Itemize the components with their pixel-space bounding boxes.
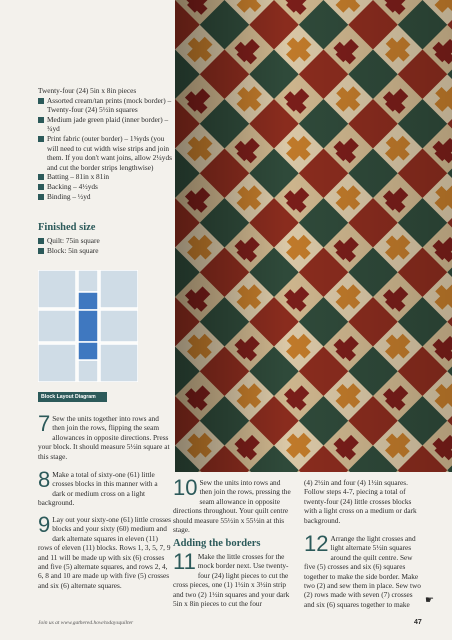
step-number: 11 [173, 549, 196, 574]
bullet-icon [38, 117, 44, 123]
diagram-corner-br [100, 344, 138, 382]
step-9: 9 Lay out your sixty-one (61) little crosses blocks and your sixty (60) medium and dark alternate squares in eleven (11) rows of eleven (11) blocks. Rows 1, 3, 5, 7, 9 and 11 will be made up with six (6) crosses and five (5) alternate squares, and rows 2, 4, 6, 8 and 10 are made up with five (5) crosses and six (6) alternate squares. [38, 512, 172, 590]
material-item: Assorted cream/tan prints (mock border) – Twenty-four (24) 5½in squares [38, 96, 172, 115]
step-number: 10 [173, 475, 198, 500]
step-number: 12 [304, 531, 329, 556]
step-12: 12 Arrange the light crosses and light alternate 5½in squares around the quilt centre. Sew five (5) crosses and six (6) squares together to make the side border. Make two (2) and sew them in place. Sew two (2) rows made with seven (7) crosses and six (6) squares together to make [304, 531, 421, 609]
bullet-icon [38, 174, 44, 180]
diagram-side-right [100, 310, 138, 342]
material-item: Medium jade green plaid (inner border) – ¾yd [38, 115, 172, 134]
step-11: 11 Make the little crosses for the mock border next. Use twenty-four (24) light pieces to cut the cross pieces, one (1) 1½in x 3½in strip and two (2) 1½in squares and your dark 5in x 8in pieces to cut the four [173, 549, 290, 609]
bullet-icon [38, 98, 44, 104]
material-item: Backing – 4½yds [38, 182, 172, 192]
material-item: Print fabric (outer border) – 1⅝yds (you will need to cut width wise strips and join them. If you don't want joins, allow 2¼yds and cut the border strips lengthwise) [38, 134, 172, 172]
diagram-cross-bottom [78, 342, 98, 360]
finished-size-title: Finished size [38, 222, 96, 233]
quilt-shading [175, 0, 452, 472]
block-layout-diagram [38, 270, 138, 382]
diagram-corner-tr [100, 270, 138, 308]
bullet-icon [38, 136, 44, 142]
step-number: 9 [38, 512, 51, 537]
diagram-side-left [38, 310, 76, 342]
finished-size-list [38, 236, 172, 255]
step-10: 10 Sew the units into rows and then join the rows, pressing the seam allowance in opposite directions throughout. Your quilt centre should measure 55½in x 55½in at this stage. [173, 475, 291, 535]
diagram-bottom-strip [78, 360, 98, 382]
step-8: 8 Make a total of sixty-one (61) little crosses blocks in this manner with a dark or medium cross on a light background. [38, 467, 158, 508]
diagram-cross-top [78, 292, 98, 310]
quilt-photo [175, 0, 452, 472]
material-item: Twenty-four (24) 5in x 8in pieces [38, 86, 137, 95]
page-number: 47 [414, 619, 422, 626]
step-number: 8 [38, 467, 51, 492]
continue-arrow-icon: ☛ [425, 595, 434, 606]
material-item: Batting – 81in x 81in [38, 172, 172, 182]
bullet-icon [38, 248, 44, 254]
diagram-corner-bl [38, 344, 76, 382]
footer-url: Join us at www.gathered.how/todaysquilter [38, 620, 134, 626]
size-item: Quilt: 75in square [38, 236, 172, 246]
diagram-cross-middle [78, 310, 98, 342]
material-item: Binding – ½yd [38, 192, 172, 202]
step-7: 7 Sew the units together into rows and then join the rows, flipping the seam allowances in opposite directions. Press your block. It should measure 5½in square at this stage. [38, 411, 170, 461]
step-number: 7 [38, 411, 51, 436]
size-item: Block: 5in square [38, 246, 172, 256]
bullet-icon [38, 238, 44, 244]
adding-borders-heading: Adding the borders [173, 538, 261, 549]
bullet-icon [38, 184, 44, 190]
materials-list [38, 86, 172, 201]
quilt-pattern [175, 0, 452, 472]
step-11-continued: (4) 2½in and four (4) 1½in squares. Follow steps 4-7, piecing a total of twenty-four (24) little crosses blocks with a light cross on a medium or dark background. [304, 478, 417, 525]
diagram-top-strip [78, 270, 98, 292]
diagram-corner-tl [38, 270, 76, 308]
diagram-caption: Block Layout Diagram [38, 392, 107, 402]
bullet-icon [38, 194, 44, 200]
